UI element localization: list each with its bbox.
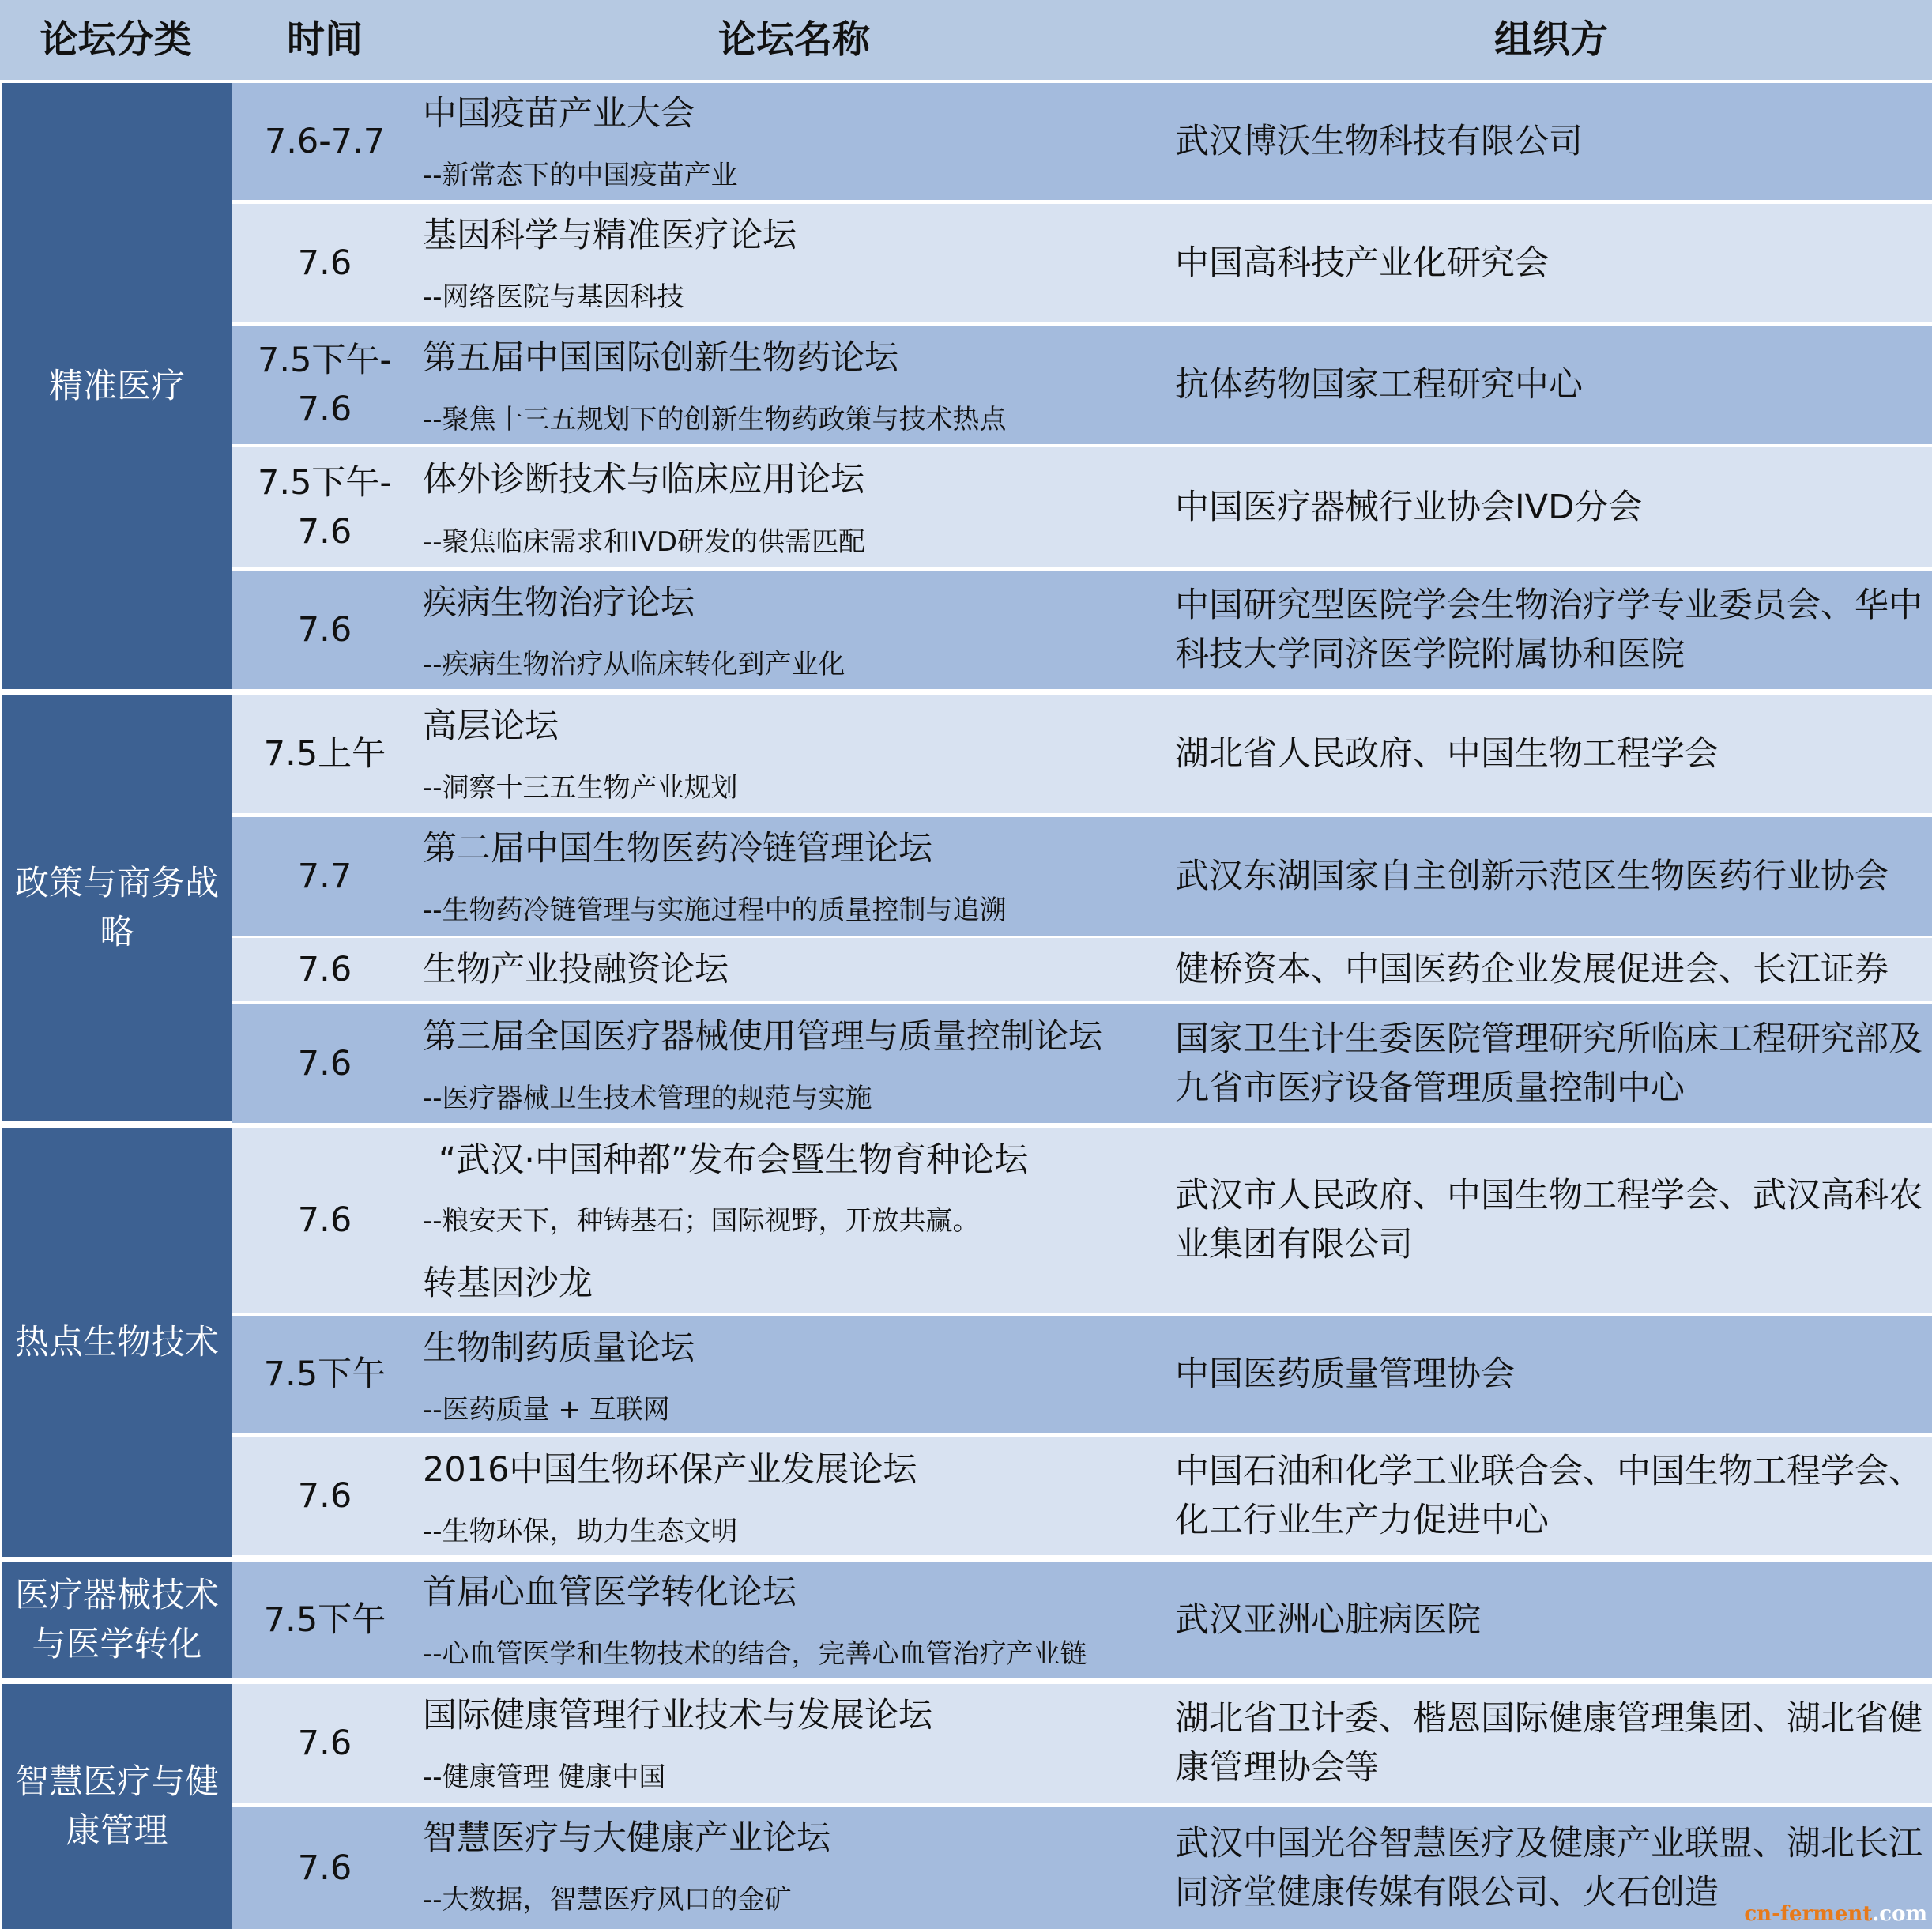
- time-cell: 7.5上午: [263, 734, 386, 774]
- category-cell: 政策与商务战略: [2, 695, 232, 1121]
- forum-name: 第三届全国医疗器械使用管理与质量控制论坛: [423, 1017, 1102, 1057]
- time-cell: 7.5下午- 7.6: [258, 462, 392, 552]
- time-cell: 7.7: [297, 857, 352, 896]
- organizer-cell: [1175, 1004, 1927, 1123]
- organizer-cell: [1175, 938, 1927, 1001]
- forum-subtitle: --生物药冷链管理与实施过程中的质量控制与追溯: [423, 895, 1007, 926]
- forum-name: 智慧医疗与大健康产业论坛: [423, 1818, 830, 1858]
- category-cell: 热点生物技术: [2, 1128, 232, 1557]
- forum-subtitle: --医疗器械卫生技术管理的规范与实施: [423, 1083, 872, 1114]
- forum-name: 高层论坛: [423, 706, 559, 746]
- organizer-cell: [1175, 1316, 1927, 1433]
- forum-name: 基因科学与精准医疗论坛: [423, 216, 797, 255]
- time-cell: 7.6: [297, 1044, 352, 1083]
- forum-name: 中国疫苗产业大会: [423, 94, 695, 134]
- time-cell: 7.6: [297, 950, 352, 989]
- organizer-text: 武汉中国光谷智慧医疗及健康产业联盟、湖北长江同济堂健康传媒有限公司、火石创造: [1175, 1823, 1923, 1912]
- header-category: 论坛分类: [40, 17, 192, 62]
- forum-subtitle: --洞察十三五生物产业规划: [423, 772, 738, 804]
- forum-name: 首届心血管医学转化论坛: [423, 1573, 797, 1612]
- time-cell: 7.6: [297, 243, 352, 283]
- organizer-cell: [1175, 1437, 1927, 1555]
- forum-subtitle: --聚焦临床需求和IVD研发的供需匹配: [423, 526, 866, 558]
- header-forum-name: 论坛名称: [717, 17, 870, 62]
- organizer-text: 武汉亚洲心脏病医院: [1175, 1600, 1481, 1640]
- organizer-cell: [1175, 817, 1927, 936]
- forum-name: 国际健康管理行业技术与发展论坛: [423, 1696, 932, 1735]
- forum-name: 生物制药质量论坛: [423, 1328, 695, 1368]
- forum-name: 疾病生物治疗论坛: [423, 583, 695, 623]
- header-time: 时间: [286, 17, 363, 62]
- organizer-cell: [1175, 204, 1927, 322]
- category-cell: 精准医疗: [2, 83, 232, 689]
- forum-subtitle: --网络医院与基因科技: [423, 281, 684, 313]
- forum-subtitle: --大数据，智慧医疗风口的金矿: [423, 1884, 792, 1916]
- time-cell: 7.6: [297, 610, 352, 650]
- organizer-text: 国家卫生计生委医院管理研究所临床工程研究部及九省市医疗设备管理质量控制中心: [1175, 1019, 1923, 1108]
- time-cell: 7.6: [297, 1724, 352, 1763]
- forum-subtitle: --医药质量 + 互联网: [423, 1394, 670, 1426]
- organizer-text: 中国石油和化学工业联合会、中国生物工程学会、化工行业生产力促进中心: [1175, 1452, 1923, 1540]
- forum-subtitle: --新常态下的中国疫苗产业: [423, 160, 738, 191]
- organizer-cell: [1175, 1562, 1927, 1678]
- time-cell: 7.6: [297, 1476, 352, 1516]
- forum-name-extra: 转基因沙龙: [423, 1264, 593, 1303]
- category-cell: 智慧医疗与健康管理: [2, 1684, 232, 1929]
- organizer-cell: [1175, 326, 1927, 444]
- time-cell: 7.6: [297, 1200, 352, 1240]
- organizer-text: 武汉博沃生物科技有限公司: [1175, 122, 1583, 161]
- forum-subtitle: --疾病生物治疗从临床转化到产业化: [423, 649, 845, 680]
- forum-name: 第二届中国生物医药冷链管理论坛: [423, 829, 932, 868]
- time-cell: 7.5下午: [263, 1354, 386, 1394]
- organizer-text: 中国医疗器械行业协会IVD分会: [1175, 487, 1643, 527]
- organizer-cell: [1175, 83, 1927, 200]
- organizer-cell: [1175, 695, 1927, 813]
- time-cell: 7.6-7.7: [264, 122, 386, 161]
- watermark-main: cn-ferment: [1744, 1902, 1873, 1926]
- time-cell: 7.6: [297, 1848, 352, 1888]
- organizer-text: 湖北省卫计委、楷恩国际健康管理集团、湖北省健康管理协会等: [1175, 1699, 1923, 1788]
- forum-subtitle: --聚焦十三五规划下的创新生物药政策与技术热点: [423, 404, 1007, 435]
- forum-subtitle: --生物环保，助力生态文明: [423, 1516, 738, 1547]
- watermark: [1744, 1902, 1927, 1926]
- category-cell: 医疗器械技术与医学转化: [2, 1562, 232, 1678]
- organizer-text: 武汉东湖国家自主创新示范区生物医药行业协会: [1175, 857, 1889, 896]
- forum-name: 体外诊断技术与临床应用论坛: [423, 460, 864, 499]
- organizer-text: 健桥资本、中国医药企业发展促进会、长江证券: [1175, 950, 1889, 989]
- organizer-text: 中国研究型医院学会生物治疗学专业委员会、华中科技大学同济医学院附属协和医院: [1175, 586, 1923, 674]
- forum-name: 2016中国生物环保产业发展论坛: [423, 1450, 917, 1490]
- forum-name: “武汉·中国种都”发布会暨生物育种论坛: [439, 1140, 1029, 1180]
- organizer-text: 中国医药质量管理协会: [1175, 1354, 1515, 1394]
- organizer-cell: [1175, 1684, 1927, 1803]
- forum-name: 生物产业投融资论坛: [423, 950, 729, 989]
- organizer-cell: [1175, 571, 1927, 689]
- organizer-text: 武汉市人民政府、中国生物工程学会、武汉高科农业集团有限公司: [1175, 1176, 1923, 1264]
- time-cell: 7.5下午- 7.6: [258, 341, 392, 429]
- organizer-cell: [1175, 1128, 1927, 1313]
- organizer-text: 湖北省人民政府、中国生物工程学会: [1175, 734, 1719, 774]
- forum-subtitle: --心血管医学和生物技术的结合，完善心血管治疗产业链: [423, 1638, 1087, 1670]
- forum-subtitle: --粮安天下，种铸基石；国际视野，开放共赢。: [423, 1205, 980, 1237]
- watermark-suffix: .com: [1872, 1902, 1927, 1926]
- time-cell: 7.5下午: [263, 1600, 386, 1640]
- forum-name: 第五届中国国际创新生物药论坛: [423, 338, 898, 378]
- organizer-cell: [1175, 447, 1927, 567]
- header-organizer: 组织方: [1493, 17, 1608, 62]
- forum-subtitle: --健康管理 健康中国: [423, 1761, 666, 1793]
- organizer-text: 抗体药物国家工程研究中心: [1175, 365, 1583, 405]
- organizer-text: 中国高科技产业化研究会: [1175, 243, 1549, 283]
